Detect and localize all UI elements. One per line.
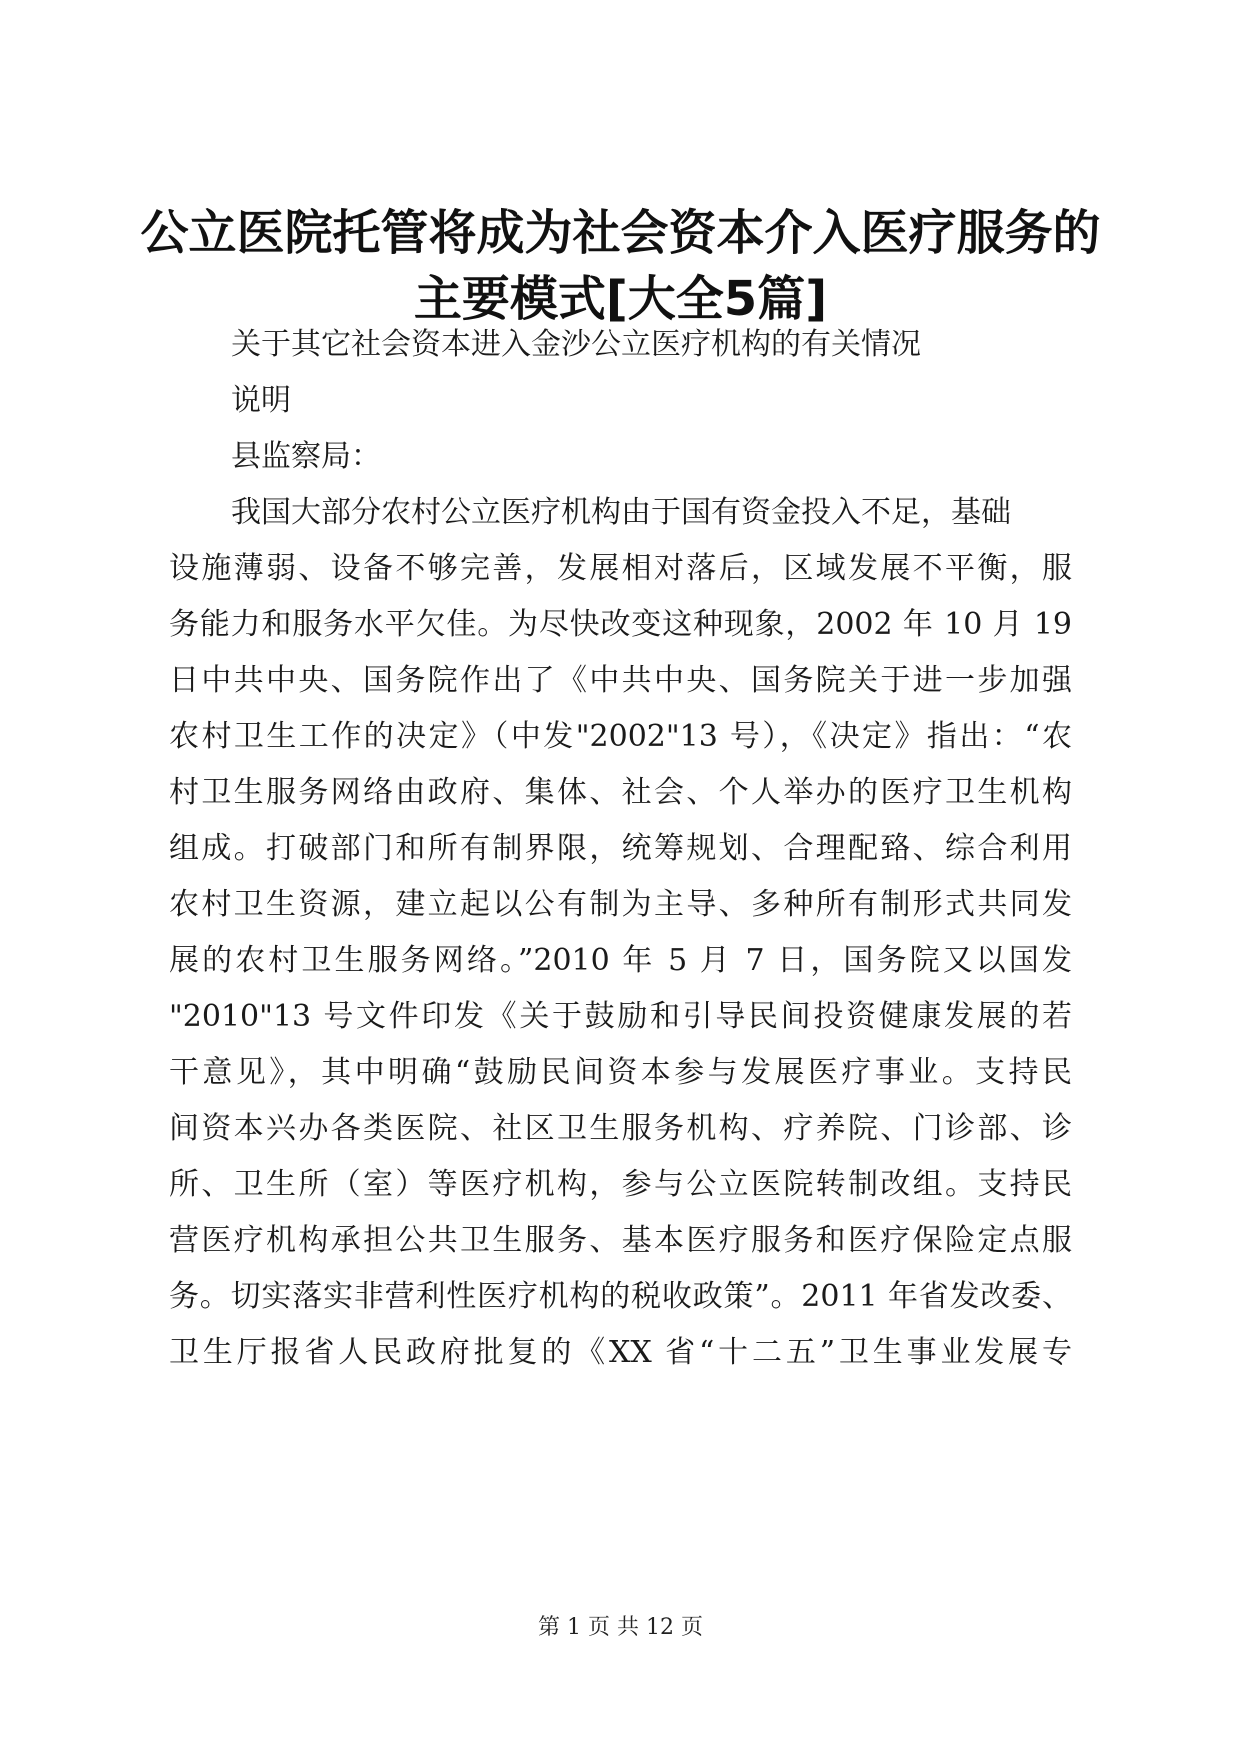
subtitle: 关于其它社会资本进入金沙公立医疗机构的有关情况 xyxy=(231,327,921,362)
body-line: 卫生厅报省人民政府批复的《XX 省“十二五”卫生事业发展专 xyxy=(169,1335,1072,1370)
salutation: 县监察局： xyxy=(231,439,381,474)
body-line: 村卫生服务网络由政府、集体、社会、个人举办的医疗卫生机构 xyxy=(169,775,1072,810)
body-line: 务能力和服务水平欠佳。为尽快改变这种现象，2002 年 10 月 19 xyxy=(169,607,1072,642)
page-footer: 第 1 页 共 12 页 xyxy=(538,1615,703,1640)
body-line: "2010"13 号文件印发《关于鼓励和引导民间投资健康发展的若 xyxy=(169,999,1072,1034)
body-line: 干意见》，其中明确“鼓励民间资本参与发展医疗事业。支持民 xyxy=(169,1055,1072,1090)
title-line-2: 主要模式[大全5篇] xyxy=(413,271,828,327)
body-line: 设施薄弱、设备不够完善，发展相对落后，区域发展不平衡，服 xyxy=(169,551,1072,586)
body-line: 间资本兴办各类医院、社区卫生服务机构、疗养院、门诊部、诊 xyxy=(169,1111,1072,1146)
body-line: 展的农村卫生服务网络。”2010 年 5 月 7 日，国务院又以国发 xyxy=(169,943,1072,978)
heading: 说明 xyxy=(231,383,291,418)
body-line: 农村卫生资源，建立起以公有制为主导、多种所有制形式共同发 xyxy=(169,887,1072,922)
body-line: 组成。打破部门和所有制界限，统筹规划、合理配臵、综合利用 xyxy=(169,831,1072,866)
body-line: 所、卫生所（室）等医疗机构，参与公立医院转制改组。支持民 xyxy=(169,1167,1072,1202)
body-line: 我国大部分农村公立医疗机构由于国有资金投入不足，基础 xyxy=(231,495,1011,530)
body-line: 营医疗机构承担公共卫生服务、基本医疗服务和医疗保险定点服 xyxy=(169,1223,1072,1258)
title-line-1: 公立医院托管将成为社会资本介入医疗服务的 xyxy=(140,205,1101,261)
document-title xyxy=(110,200,1131,332)
body-line: 务。切实落实非营利性医疗机构的税收政策”。2011 年省发改委、 xyxy=(169,1279,1072,1314)
body-line: 日中共中央、国务院作出了《中共中央、国务院关于进一步加强 xyxy=(169,663,1072,698)
body-line: 农村卫生工作的决定》（中发"2002"13 号），《决定》指出：“农 xyxy=(169,719,1072,754)
